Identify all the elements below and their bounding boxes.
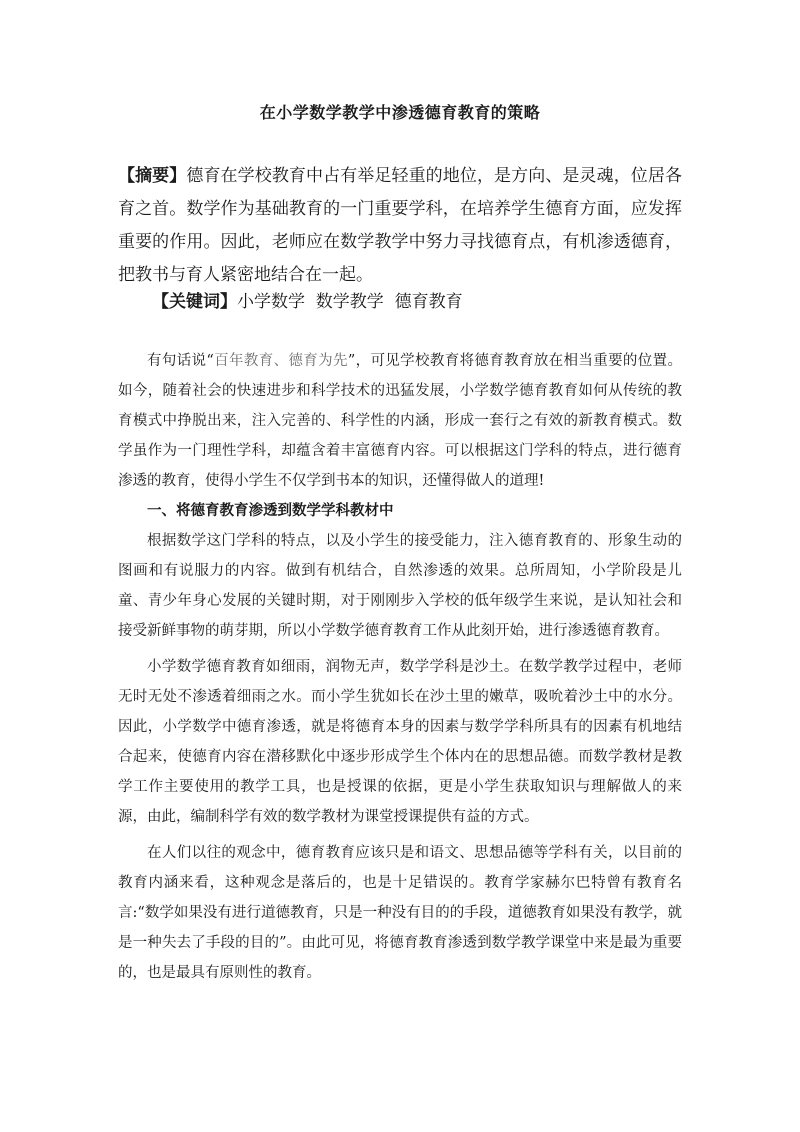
section-paragraph: 根据数学这门学科的特点，以及小学生的接受能力，注入德育教育的、形象生动的图画和有说服力的内容。做到有机结合，自然渗透的效果。总所周知，小学阶段是儿童、青少年身心发展的关键时期，对于刚刚步入学校的低年级学生来说，是认知社会和接受新鲜事物的萌芽期，所以小学数学德育教育工作从此刻开始，进行渗透德育教育。 xyxy=(118,533,682,639)
abstract-text: 德育在学校教育中占有举足轻重的地位，是方向、是灵魂，位居各育之首。数学作为基础教育的一门重要学科，在培养学生德育方面，应发挥重要的作用。因此，老师应在数学教学中努力寻找德育点，有机渗透德育，把教书与育人紧密地结合在一起。 xyxy=(118,166,682,285)
keywords-label: 【关键词】 xyxy=(152,292,237,312)
intro-quote: 百年教育、德育为先 xyxy=(213,353,348,369)
abstract-label: 【摘要】 xyxy=(118,166,187,186)
keywords-text: 小学数学 数学教学 德育教育 xyxy=(237,292,463,312)
document-title: 在小学数学教学中渗透德育教育的策略 xyxy=(259,103,541,122)
document-body xyxy=(118,346,682,988)
section-paragraph: 在人们以往的观念中，德育教育应该只是和语文、思想品德等学科有关，以目前的教育内涵来看，这种观念是落后的，也是十足错误的。教育学家赫尔巴特曾有教育名言:“数学如果没有进行道德教育，只是一种没有目的的手段，道德教育如果没有教学，就是一种失去了手段的目的”。由此可见，将德育教育渗透到数学教学课堂中来是最为重要的，也是最具有原则性的教育。 xyxy=(118,845,682,981)
intro-before: 有句话说“ xyxy=(147,353,214,369)
intro-paragraph xyxy=(118,346,682,496)
abstract xyxy=(118,160,682,292)
intro-after: ”，可见学校教育将德育教育放在相当重要的位置。如今，随着社会的快速进步和科学技术的迅猛发展，小学数学德育教育如何从传统的教育模式中挣脱出来，注入完善的、科学性的内涵，形成一套行之有效的新教育模式。数学虽作为一门理性学科，却蕴含着丰富德育内容。可以根据这门学科的特点，进行德育渗透的教育，使得小学生不仅学到书本的知识，还懂得做人的道理! xyxy=(118,353,682,489)
section-paragraph: 小学数学德育教育如细雨，润物无声，数学学科是沙土。在数学教学过程中，老师无时无处不渗透着细雨之水。而小学生犹如长在沙土里的嫩草，吸吮着沙土中的水分。因此，小学数学中德育渗透，就是将德育本身的因素与数学学科所具有的因素有机地结合起来，使德育内容在潜移默化中逐步形成学生个体内在的思想品德。而数学教材是教学工作主要使用的教学工具，也是授课的依据，更是小学生获取知识与理解做人的来源，由此，编制科学有效的数学教材为课堂授课提供有益的方式。 xyxy=(118,659,682,825)
keywords xyxy=(118,287,682,317)
section-heading: 一、将德育教育渗透到数学学科教材中 xyxy=(147,502,394,519)
